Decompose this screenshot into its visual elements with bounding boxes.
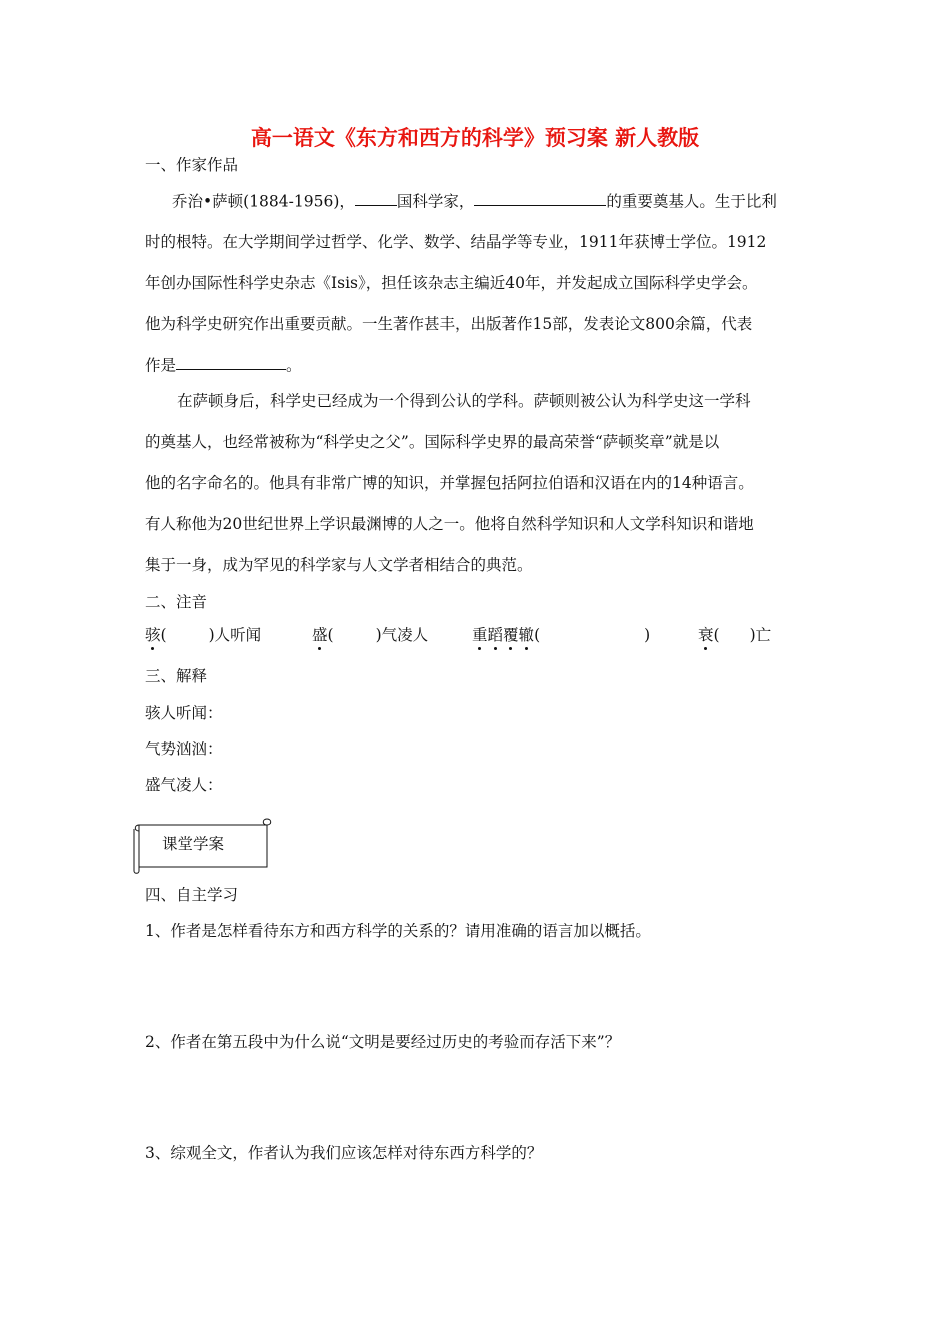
period-text: 。 — [286, 356, 302, 375]
representative-work-blank[interactable] — [176, 353, 286, 370]
explain-item-3: 盛气凌人： — [145, 776, 223, 794]
pinyin-char: 覆 — [503, 626, 519, 644]
author-line-4: 他为科学史研究作出重要贡献。一生著作甚丰，出版著作15部，发表论文800余篇，代表 — [145, 315, 753, 333]
section-heading-explain: 三、解释 — [145, 667, 208, 685]
sarton-line-3: 他的名字命名的。他具有非常广博的知识，并掌握包括阿拉伯语和汉语在内的14种语言。 — [145, 474, 754, 492]
pinyin-item-4 — [698, 623, 771, 645]
pinyin-char: 骇 — [145, 626, 161, 644]
pinyin-word-rest: 气凌人 — [381, 626, 429, 644]
sarton-line-4: 有人称他为20世纪世界上学识最渊博的人之一。他将自然科学知识和人文学科知识和谐地 — [145, 515, 754, 533]
explain-item-1: 骇人听闻： — [145, 704, 223, 722]
pinyin-char: 衰 — [698, 626, 714, 644]
section-heading-pinyin: 二、注音 — [145, 593, 208, 611]
field-blank[interactable] — [474, 189, 606, 206]
nationality-text: 国科学家， — [396, 192, 475, 211]
pinyin-answer-blank[interactable]: ( ) — [327, 626, 382, 644]
page-title: 高一语文《东方和西方的科学》预习案 新人教版 — [250, 125, 700, 150]
pinyin-char: 辙 — [518, 626, 535, 644]
pinyin-word-rest: 人听闻 — [214, 626, 262, 644]
pinyin-char: 盛 — [312, 626, 328, 644]
pinyin-answer-blank[interactable]: ( ) — [534, 626, 651, 644]
sarton-line-1: 在萨顿身后，科学史已经成为一个得到公认的学科。萨顿则被公认为科学史这一学科 — [177, 392, 751, 410]
pinyin-word-rest: 亡 — [755, 626, 772, 644]
pinyin-item-3 — [472, 623, 650, 645]
author-line-3: 年创办国际性科学史杂志《Isis》，担任该杂志主编近40年，并发起成立国际科学史学会。 — [145, 274, 758, 292]
field-text: 的重要奠基人。生于比利 — [606, 192, 777, 211]
nationality-blank[interactable] — [355, 189, 397, 206]
author-line-1 — [172, 189, 777, 211]
question-2: 2、作者在第五段中为什么说“文明是要经过历史的考验而存活下来”？ — [145, 1033, 621, 1051]
explain-item-2: 气势汹汹： — [145, 740, 223, 758]
pinyin-item-1 — [145, 623, 261, 645]
section-heading-author: 一、作家作品 — [145, 156, 239, 174]
pinyin-answer-blank[interactable]: ( ) — [713, 626, 756, 644]
author-line-5 — [145, 353, 302, 375]
pinyin-answer-blank[interactable]: ( ) — [160, 626, 215, 644]
question-3: 3、综观全文，作者认为我们应该怎样对待东西方科学的？ — [145, 1144, 543, 1162]
scroll-banner-label: 课堂学案 — [162, 835, 225, 853]
sarton-line-5: 集于一身，成为罕见的科学家与人文学者相结合的典范。 — [145, 556, 533, 574]
pinyin-char: 蹈 — [487, 626, 504, 644]
section-heading-self-study: 四、自主学习 — [145, 886, 239, 904]
author-intro-text: 乔治•萨顿(1884-1956)， — [172, 192, 355, 211]
pinyin-item-2 — [312, 623, 428, 645]
pinyin-char: 重 — [472, 626, 488, 644]
representative-work-text: 作是 — [145, 356, 177, 375]
sarton-line-2: 的奠基人，也经常被称为“科学史之父”。国际科学史界的最高荣誉“萨顿奖章”就是以 — [145, 433, 720, 451]
question-1: 1、作者是怎样看待东方和西方科学的关系的？请用准确的语言加以概括。 — [145, 922, 651, 940]
author-line-2: 时的根特。在大学期间学过哲学、化学、数学、结晶学等专业，1911年获博士学位。1912 — [145, 233, 767, 251]
